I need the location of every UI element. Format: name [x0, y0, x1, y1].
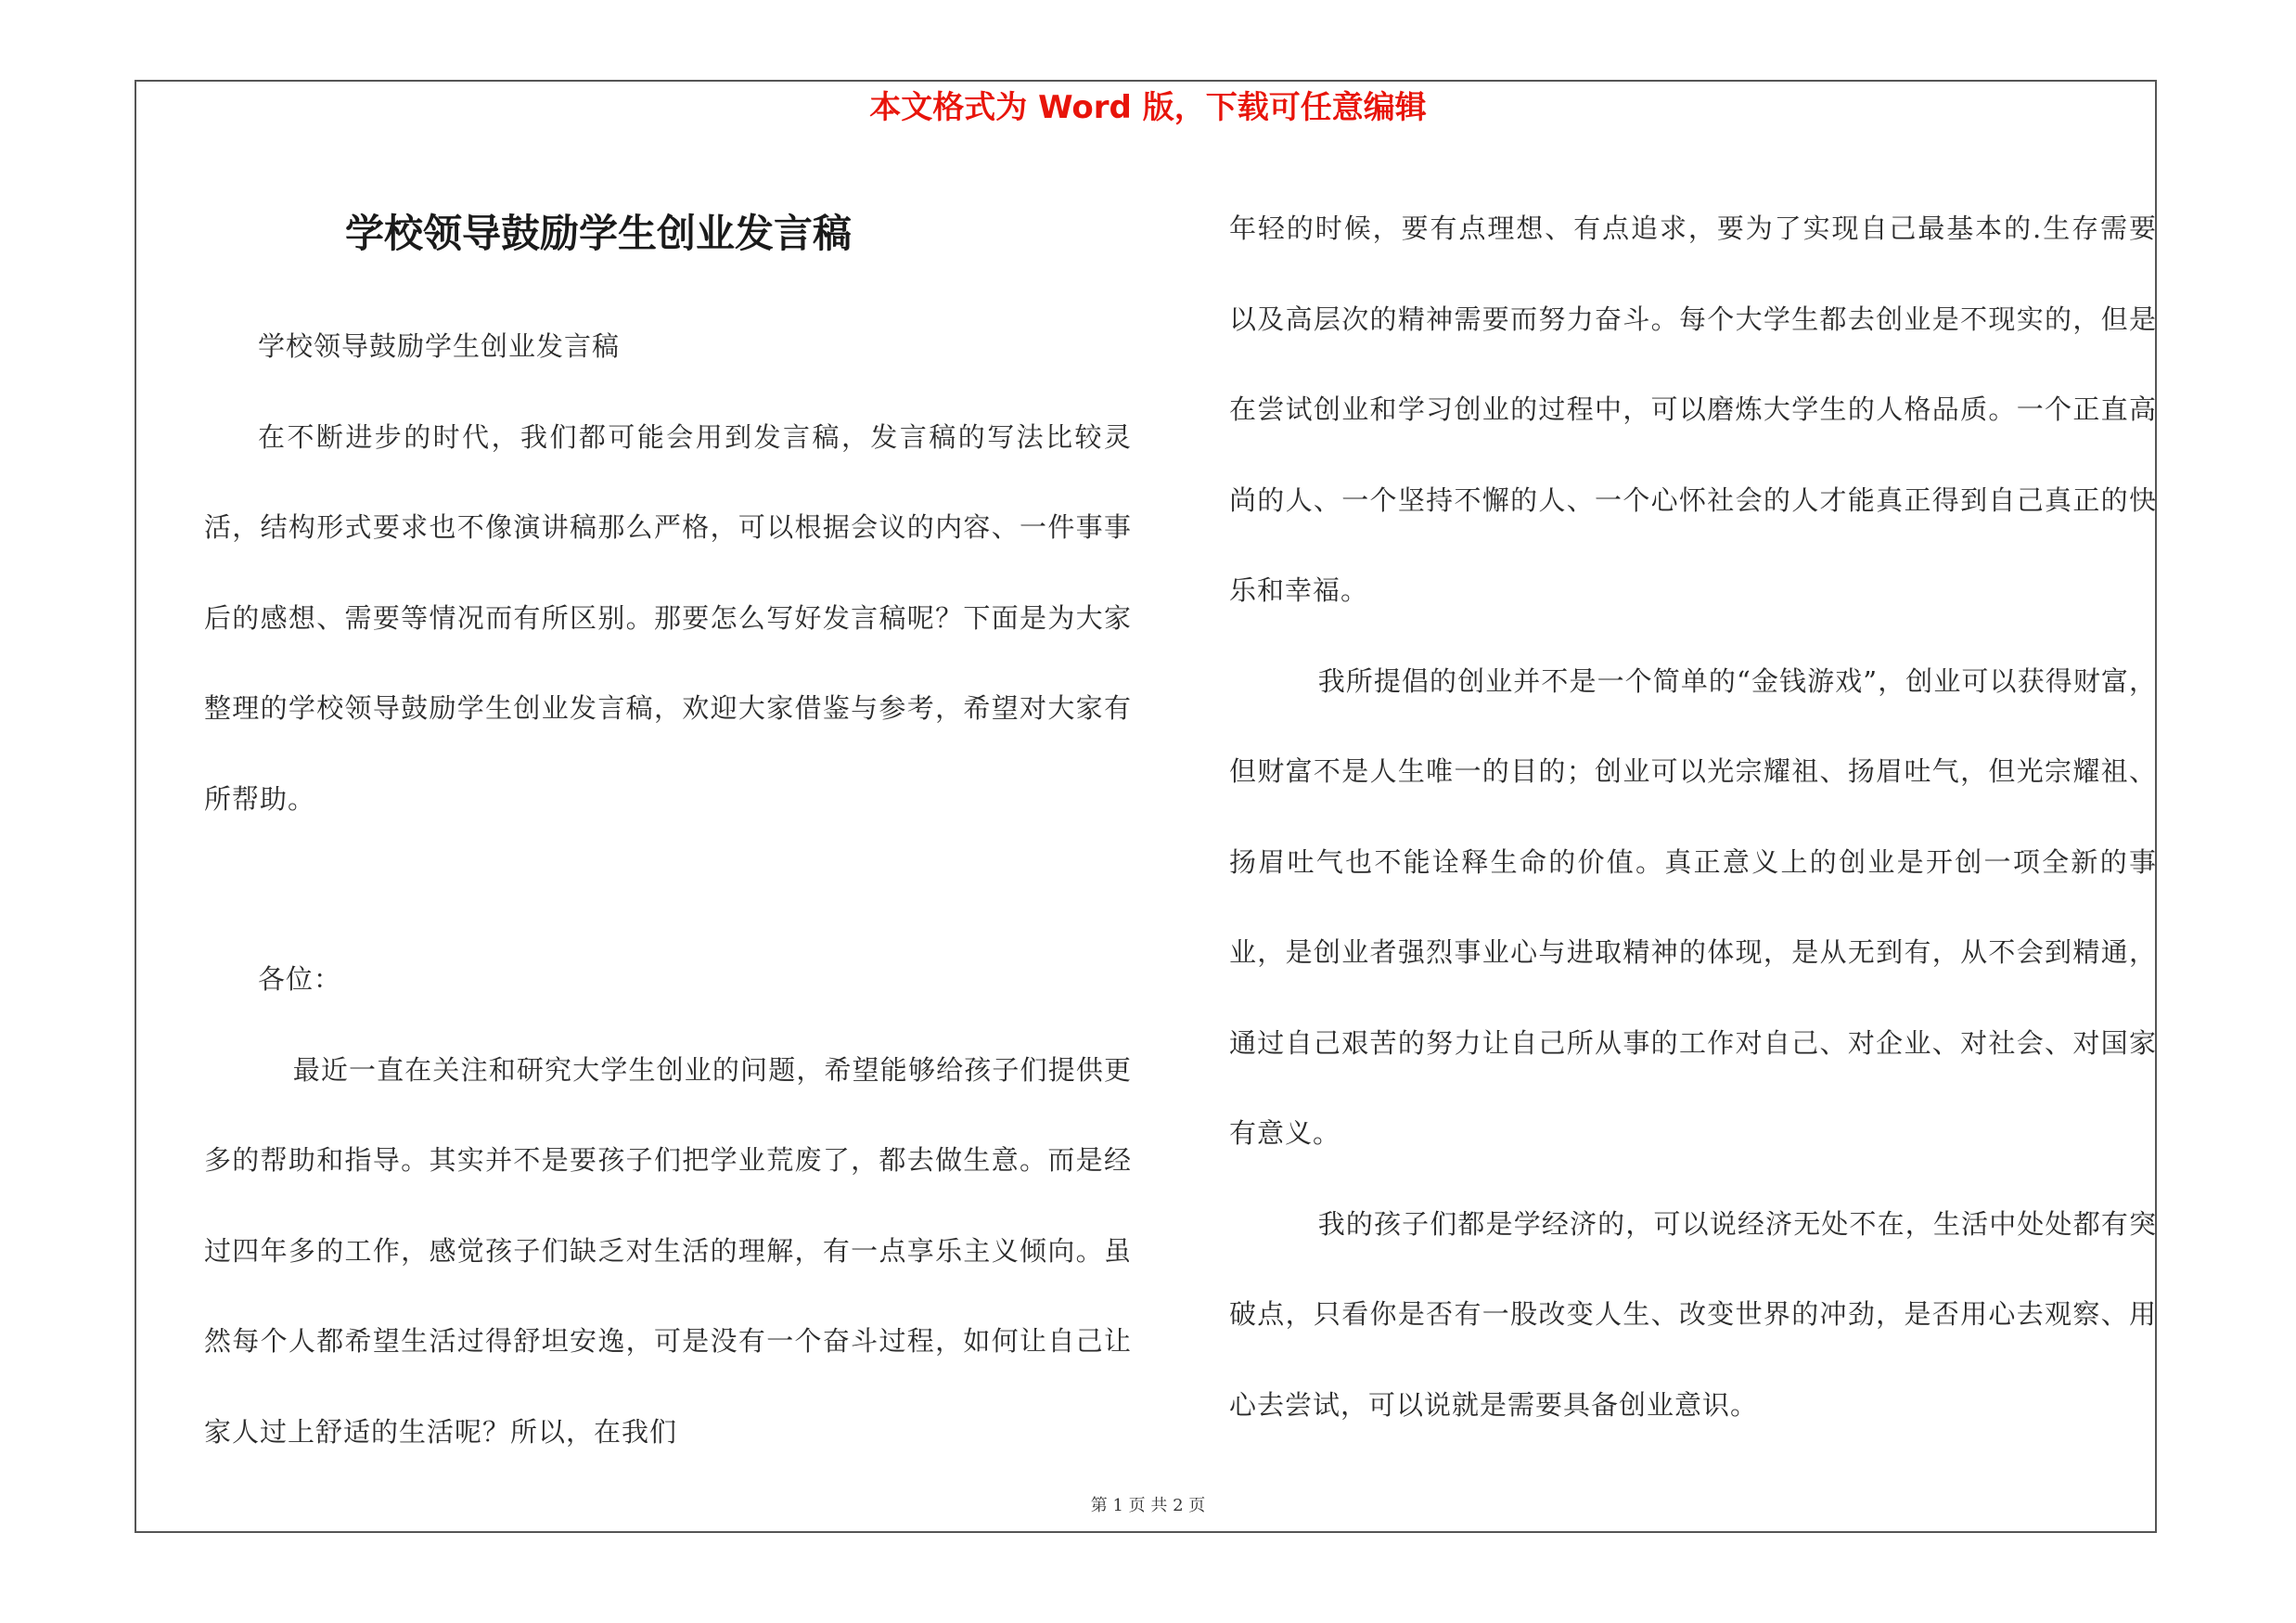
- intro-paragraph: 在不断进步的时代，我们都可能会用到发言稿，发言稿的写法比较灵活，结构形式要求也不像演讲稿那么严格，可以根据会议的内容、一件事事后的感想、需要等情况而有所区别。那要怎么写好发言稿呢？下面是为大家整理的学校领导鼓励学生创业发言稿，欢迎大家借鉴与参考，希望对大家有所帮助。: [204, 420, 1132, 815]
- body-paragraph-3: 我的孩子们都是学经济的，可以说经济无处不在，生活中处处都有突破点，只看你是否有一股改变人生、改变世界的冲劲，是否用心去观察、用心去尝试，可以说就是需要具备创业意识。: [1229, 1207, 2157, 1421]
- salutation: 各位：: [258, 963, 342, 995]
- document-title: 学校领导鼓励学生创业发言稿: [344, 211, 852, 256]
- subtitle: 学校领导鼓励学生创业发言稿: [258, 330, 621, 362]
- body-paragraph-continued: 年轻的时候，要有点理想、有点追求，要为了实现自己最基本的.生存需要以及高层次的精神需要而努力奋斗。每个大学生都去创业是不现实的，但是在尝试创业和学习创业的过程中，可以磨炼大学生的人格品质。一个正直高尚的人、一个坚持不懈的人、一个心怀社会的人才能真正得到自己真正的快乐和幸福。: [1229, 213, 2157, 606]
- page-footer: 第 1 页 共 2 页: [1090, 1496, 1206, 1515]
- format-banner: 本文格式为 Word 版，下载可任意编辑: [869, 89, 1427, 126]
- blank-line: [204, 844, 1132, 934]
- body-paragraph-2: 我所提倡的创业并不是一个简单的“金钱游戏”，创业可以获得财富，但财富不是人生唯一的目的；创业可以光宗耀祖、扬眉吐气，但光宗耀祖、扬眉吐气也不能诠释生命的价值。真正意义上的创业是开创一项全新的事业，是创业者强烈事业心与进取精神的体现，是从无到有，从不会到精通，通过自己艰苦的努力让自己所从事的工作对自己、对企业、对社会、对国家有意义。: [1229, 664, 2157, 1149]
- left-column: [204, 302, 1132, 1477]
- right-column: [1229, 184, 2157, 1450]
- body-paragraph-1: 最近一直在关注和研究大学生创业的问题，希望能够给孩子们提供更多的帮助和指导。其实并不是要孩子们把学业荒废了，都去做生意。而是经过四年多的工作，感觉孩子们缺乏对生活的理解，有一点享乐主义倾向。虽然每个人都希望生活过得舒坦安逸，可是没有一个奋斗过程，如何让自己让家人过上舒适的生活呢？所以，在我们: [204, 1053, 1132, 1448]
